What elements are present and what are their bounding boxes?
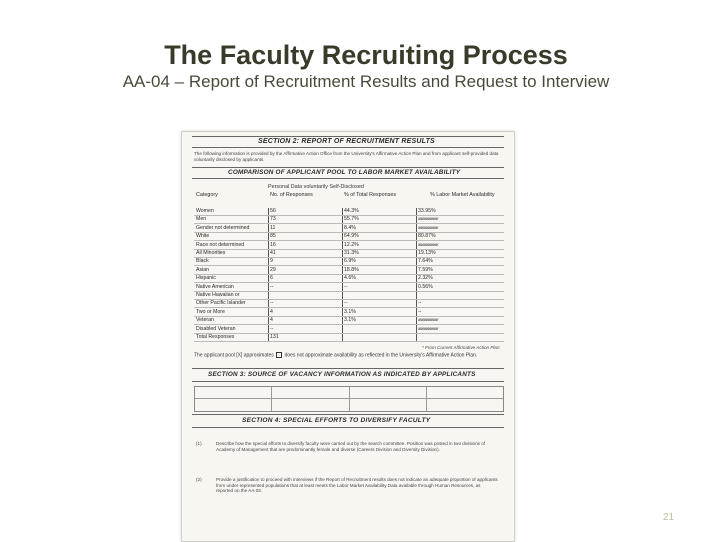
table-cell: Native American (196, 283, 234, 290)
table-cell: -- (344, 300, 348, 307)
table-cell: Gender not determined (196, 224, 250, 231)
item-2-number: (2) (196, 477, 202, 482)
approximation-statement (194, 352, 500, 359)
table-cell: -- (270, 283, 274, 290)
table-row (194, 275, 506, 281)
table-row (194, 326, 506, 332)
table-cell: 33.95% (418, 208, 436, 214)
table-cell: Native Hawaiian or (196, 292, 240, 298)
table-row (194, 242, 506, 248)
table-row (194, 233, 506, 239)
slide-subtitle: AA-04 – Report of Recruitment Results and Request to Interview (122, 72, 610, 91)
table-row (194, 250, 506, 256)
table-header-row (194, 192, 506, 198)
section3-title: SECTION 3: SOURCE OF VACANCY INFORMATION AS INDICATED BY APPLICANTS (208, 371, 476, 378)
table-row (194, 317, 506, 323)
column-header: % of Total Responses (344, 192, 397, 198)
divider (192, 178, 504, 179)
table-cell: -- (418, 308, 422, 315)
table-cell: //////////////////////////// (418, 224, 438, 230)
slide-title: The Faculty Recruiting Process (164, 40, 568, 70)
table-cell: 9 (270, 258, 273, 265)
item-1-text: Describe how the special efforts to diversify faculty were carried out by the search committee. Position was posted in two divisions of Academy of Management that are predominantly female and diverse (Careers Division and Diversity Division). (216, 441, 486, 452)
table-row (194, 292, 506, 298)
approx-text: The applicant pool (194, 352, 235, 359)
table-cell: 19.13% (418, 250, 436, 256)
table-cell: -- (270, 300, 274, 307)
divider (192, 427, 504, 428)
footnote: * From Current Affirmative Action Plan (422, 345, 500, 350)
table-row (194, 216, 506, 222)
table-cell: Veteran (196, 317, 214, 324)
table-cell: 12.2% (344, 241, 359, 248)
source-table (194, 386, 504, 412)
comparison-table (194, 208, 506, 343)
table-row (194, 258, 506, 264)
approx-text: approximates (243, 352, 274, 359)
table-cell: 6 (270, 275, 273, 282)
section2-intro: The following information is provided by the Affirmative Action Office from the University's Affirmative Action Plan and from applicant self-provided data voluntarily disclosed by applicants. (194, 151, 499, 162)
table-cell: Disabled Veteran (196, 325, 236, 332)
table-cell: Total Responses (196, 334, 235, 340)
table-row (194, 334, 506, 340)
column-header: No. of Responses (270, 192, 313, 198)
table-cell: Two or More (196, 308, 225, 315)
table-cell: -- (418, 300, 422, 307)
table-cell: All Minorities (196, 250, 226, 256)
row-divider (194, 341, 504, 342)
table-cell: Hispanic (196, 275, 216, 282)
table-cell: 3.1% (344, 317, 356, 324)
table-cell: 7.64% (418, 258, 433, 265)
table-cell: Women (196, 208, 214, 214)
table-cell: 29 (270, 266, 276, 273)
item-2-text: Provide a justification to proceed with interviews if the Report of Recruitment results does not indicate an adequate proportion of applicants from under-represented populations that at least meets the Labor Market Availability Data available through Human Resources, as reported on the AA-02. (216, 477, 498, 494)
item-1-number: (1) (196, 441, 202, 446)
table-cell: Black (196, 258, 209, 265)
table-cell: Race not determined (196, 241, 245, 248)
table-cell: 80.87% (418, 233, 436, 240)
table-cell: Other Pacific Islander (196, 300, 246, 307)
column-header: Category (196, 192, 218, 198)
table-cell: 73 (270, 216, 276, 223)
divider (192, 414, 504, 415)
table-cell: Men (196, 216, 207, 223)
table-cell: 2.32% (418, 275, 433, 282)
divider (192, 381, 504, 382)
table-cell: 7.59% (418, 266, 433, 273)
divider (192, 368, 504, 369)
table-row (194, 309, 506, 315)
table-cell: //////////////////////////// (418, 216, 438, 222)
table-cell: 44.3% (344, 208, 359, 214)
table-cell: White (196, 233, 210, 240)
does-not-approximate-checkbox[interactable] (276, 352, 282, 358)
table-cell: 16 (270, 241, 276, 248)
column-header: % Labor Market Availability (430, 192, 495, 198)
table-cell: 4.6% (344, 275, 356, 282)
table-cell: 18.8% (344, 266, 359, 273)
table-row (194, 300, 506, 306)
divider (192, 136, 504, 137)
table-row (194, 284, 506, 290)
group-header: Personal Data voluntarily Self-Disclosed (268, 184, 364, 190)
table-cell: 0.56% (418, 283, 433, 290)
table-cell: 56 (270, 208, 276, 214)
scanned-document (181, 131, 515, 542)
comparison-title: COMPARISON OF APPLICANT POOL TO LABOR MARKET AVAILABILITY (228, 169, 461, 176)
table-cell: -- (344, 283, 348, 290)
table-cell: 31.3% (344, 250, 359, 256)
table-cell: 8.4% (344, 224, 356, 231)
table-cell: 4 (270, 308, 273, 315)
table-row (194, 208, 506, 214)
approx-text: does not approximate availability as reflected in the University's Affirmative Action Plan. (284, 352, 478, 359)
page-number: 21 (663, 512, 675, 523)
table-cell: 4 (270, 317, 273, 324)
divider (192, 167, 504, 168)
table-row (194, 267, 506, 273)
table-cell: 55.7% (344, 216, 359, 223)
table-cell: 6.9% (344, 258, 356, 265)
section2-title: SECTION 2: REPORT OF RECRUITMENT RESULTS (258, 138, 435, 145)
section4-title: SECTION 4: SPECIAL EFFORTS TO DIVERSIFY FACULTY (242, 417, 431, 424)
table-cell: 131 (270, 334, 279, 340)
table-cell: 85 (270, 233, 276, 240)
divider (192, 147, 504, 148)
table-cell: //////////////////////////// (418, 325, 438, 331)
table-cell: -- (270, 325, 274, 332)
table-cell: 11 (270, 224, 276, 231)
table-cell: Asian (196, 266, 209, 273)
table-cell: //////////////////////////// (418, 241, 438, 247)
table-row (194, 225, 506, 231)
approximates-checkbox[interactable]: [X] (236, 352, 243, 359)
table-cell: 41 (270, 250, 276, 256)
table-cell: 64.9% (344, 233, 359, 240)
table-cell: 3.1% (344, 308, 356, 315)
table-cell: //////////////////////////// (418, 317, 438, 323)
